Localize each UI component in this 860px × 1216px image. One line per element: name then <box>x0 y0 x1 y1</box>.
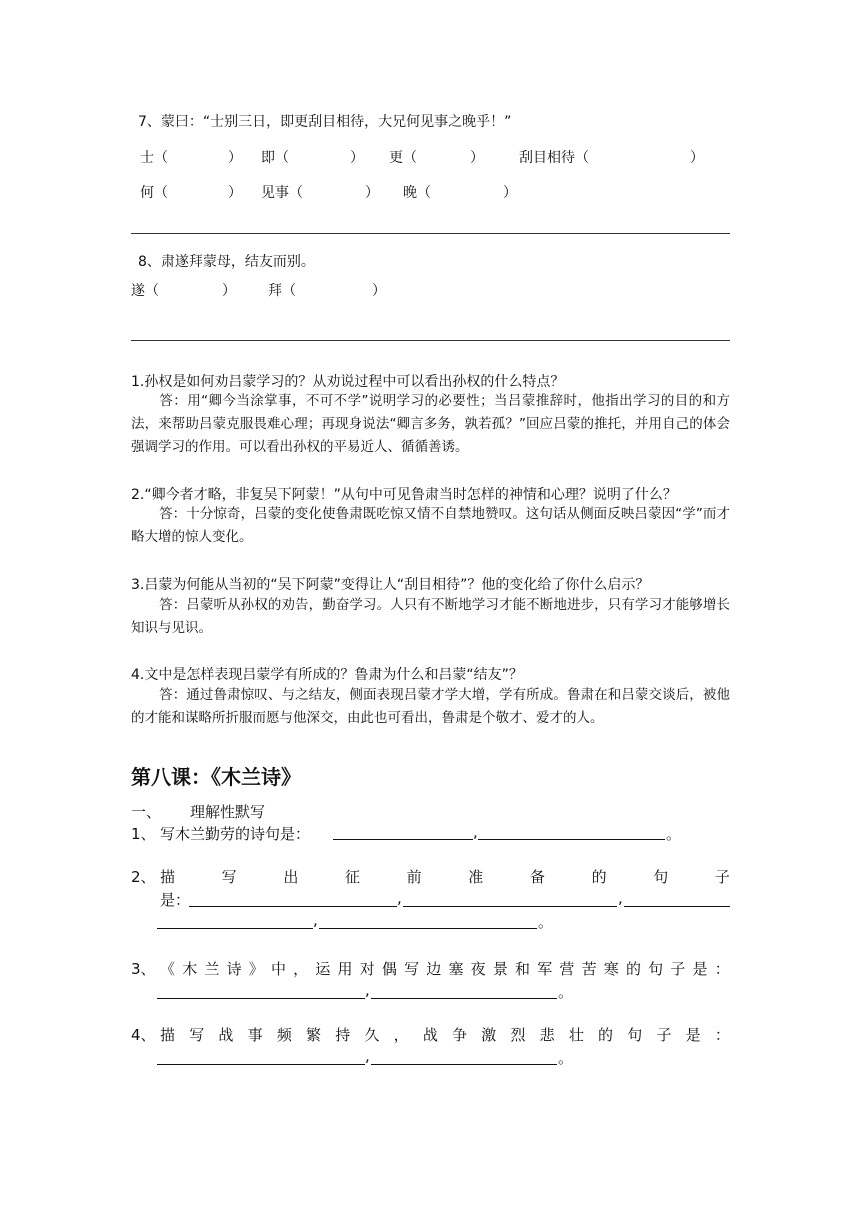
vocab-7-sentence: 7、蒙曰：“士别三日，即更刮目相待，大兄何见事之晚乎！” <box>138 114 512 130</box>
spread-char: 壮 <box>568 1026 584 1044</box>
q4-number: 4、 <box>131 1026 156 1044</box>
fill-blank[interactable] <box>319 913 537 929</box>
spread-char: 景 <box>492 960 508 978</box>
spread-char: 持 <box>335 1026 351 1044</box>
q1-text: 写木兰勤劳的诗句是： <box>160 825 311 843</box>
spread-char: 运 <box>315 960 331 978</box>
spread-char: 句 <box>648 960 664 978</box>
spread-char: 的 <box>625 960 641 978</box>
spread-char: 诗 <box>226 960 242 978</box>
section-label: 理解性默写 <box>190 803 266 821</box>
question-text: 4.文中是怎样表现吕蒙学有所成的？鲁肃为什么和吕蒙“结友”？ <box>131 667 523 683</box>
spread-char: 前 <box>406 868 422 886</box>
blank-open: 士（ <box>140 150 168 166</box>
answer-body: 答：用“卿今当涂掌事，不可不学”说明学习的必要性；当吕蒙推辞时，他指出学习的目的和方法，来帮助吕蒙克服畏难心理；再现身说法“卿言多务，孰若孤？”回应吕蒙的推托，并用自己的体会强调学习的作用。可以看出孙权的平易近人、循循善诱。 <box>131 393 730 455</box>
question-text: 1.孙权是如何劝吕蒙学习的？从劝说过程中可以看出孙权的什么特点？ <box>131 374 565 390</box>
spread-char: 子 <box>670 960 686 978</box>
spread-char: 写 <box>404 960 420 978</box>
question-text: 3.吕蒙为何能从当初的“吴下阿蒙”变得让人“刮目相待”？他的变化给了你什么启示？ <box>131 577 650 593</box>
q3-text <box>160 958 730 979</box>
answer-body: 答：通过鲁肃惊叹、与之结友，侧面表现吕蒙才学大增，学有所成。鲁肃在和吕蒙交谈后，被他的才能和谋略所折服而愿与他深交，由此也可看出，鲁肃是个敬才、爱才的人。 <box>131 687 730 726</box>
spread-char: 准 <box>468 868 484 886</box>
fill-blank[interactable] <box>333 824 473 840</box>
blank-close: ） <box>503 185 517 201</box>
spread-char: 是 <box>685 1026 701 1044</box>
spread-char: 战 <box>218 1026 234 1044</box>
spread-char: 的 <box>591 868 607 886</box>
answer-text <box>131 503 730 549</box>
fill-blank[interactable] <box>371 983 557 999</box>
q4-text <box>160 1024 730 1045</box>
spread-char: 备 <box>529 868 545 886</box>
blank-open: 刮目相待（ <box>519 150 589 166</box>
period: 。 <box>558 983 574 1001</box>
spread-char: 事 <box>247 1026 263 1044</box>
spread-char: 写 <box>221 868 237 886</box>
spread-char: 的 <box>598 1026 614 1044</box>
comma: , <box>313 911 318 929</box>
spread-char: 夜 <box>470 960 486 978</box>
spread-char: 句 <box>627 1026 643 1044</box>
spread-char: 兰 <box>204 960 220 978</box>
spread-char: 出 <box>283 868 299 886</box>
answer-line <box>131 233 730 234</box>
spread-char: 久 <box>364 1026 380 1044</box>
spread-char: ： <box>714 1026 730 1044</box>
q2-number: 2、 <box>131 868 156 886</box>
comma: , <box>397 889 402 907</box>
blank-close: ） <box>228 185 242 201</box>
spread-char: 子 <box>656 1026 672 1044</box>
blank-open: 拜（ <box>268 283 296 299</box>
comma: , <box>365 1047 370 1065</box>
fill-blank[interactable] <box>157 1049 365 1065</box>
spread-char: 是 <box>692 960 708 978</box>
q1-number: 1、 <box>131 825 156 843</box>
comma: , <box>618 889 623 907</box>
spread-char: 边 <box>426 960 442 978</box>
vocab-8-sentence: 8、肃遂拜蒙母，结友而别。 <box>138 254 315 270</box>
fill-blank[interactable] <box>157 983 365 999</box>
fill-blank[interactable] <box>157 913 313 929</box>
period: 。 <box>538 913 554 931</box>
fill-blank[interactable] <box>478 824 665 840</box>
blank-close: ） <box>372 283 386 299</box>
spread-char: 描 <box>160 1026 176 1044</box>
spread-char: 争 <box>452 1026 468 1044</box>
answer-body: 答：吕蒙听从孙权的劝告，勤奋学习。人只有不断地学习才能不断地进步，只有学习才能够增长知识与见识。 <box>131 597 730 636</box>
spread-char: 木 <box>182 960 198 978</box>
spread-char: ， <box>293 960 309 978</box>
blank-open: 即（ <box>261 150 289 166</box>
fill-blank[interactable] <box>624 891 730 907</box>
blank-open: 何（ <box>140 185 168 201</box>
section-number: 一、 <box>131 803 162 821</box>
q2-tail: 是： <box>160 891 191 909</box>
blank-open: 晚（ <box>403 185 431 201</box>
comma: , <box>473 823 478 841</box>
answer-text <box>131 594 730 640</box>
spread-char: 塞 <box>448 960 464 978</box>
spread-char: 激 <box>481 1026 497 1044</box>
spread-char: 句 <box>653 868 669 886</box>
lesson-title: 第八课：《木兰诗》 <box>131 765 301 789</box>
spread-char: 和 <box>515 960 531 978</box>
blank-close: ） <box>690 150 704 166</box>
spread-char: 《 <box>160 960 176 978</box>
q3-number: 3、 <box>131 960 156 978</box>
spread-char: 用 <box>337 960 353 978</box>
fill-blank[interactable] <box>371 1049 557 1065</box>
spread-char: 战 <box>422 1026 438 1044</box>
period: 。 <box>558 1049 574 1067</box>
spread-char: 营 <box>559 960 575 978</box>
period: 。 <box>666 825 682 843</box>
fill-blank[interactable] <box>403 891 617 907</box>
answer-body: 答：十分惊奇，吕蒙的变化使鲁肃既吃惊又情不自禁地赞叹。这句话从侧面反映吕蒙因“学”而才略大增的惊人变化。 <box>131 506 730 545</box>
blank-open: 见事（ <box>261 185 303 201</box>
spread-char: ： <box>714 960 730 978</box>
answer-line <box>131 340 730 341</box>
blank-close: ） <box>222 283 236 299</box>
comma: , <box>365 981 370 999</box>
spread-char: 对 <box>359 960 375 978</box>
answer-text <box>131 684 730 730</box>
spread-char: 悲 <box>539 1026 555 1044</box>
spread-char: ， <box>393 1026 409 1044</box>
fill-blank[interactable] <box>189 891 397 907</box>
spread-char: 子 <box>714 868 730 886</box>
q2-text <box>160 866 730 887</box>
spread-char: 中 <box>270 960 286 978</box>
spread-char: 写 <box>189 1026 205 1044</box>
spread-char: 军 <box>537 960 553 978</box>
spread-char: 苦 <box>581 960 597 978</box>
blank-close: ） <box>228 150 242 166</box>
blank-close: ） <box>470 150 484 166</box>
answer-text <box>131 390 730 459</box>
blank-close: ） <box>365 185 379 201</box>
spread-char: 繁 <box>306 1026 322 1044</box>
blank-close: ） <box>350 150 364 166</box>
blank-open: 更（ <box>389 150 417 166</box>
question-text: 2.“卿今者才略，非复吴下阿蒙！”从句中可见鲁肃当时怎样的神情和心理？说明了什么？ <box>131 487 677 503</box>
spread-char: 频 <box>276 1026 292 1044</box>
spread-char: 寒 <box>603 960 619 978</box>
blank-open: 遂（ <box>131 283 159 299</box>
spread-char: 征 <box>344 868 360 886</box>
spread-char: 偶 <box>381 960 397 978</box>
spread-char: 》 <box>248 960 264 978</box>
spread-char: 烈 <box>510 1026 526 1044</box>
spread-char: 描 <box>160 868 176 886</box>
